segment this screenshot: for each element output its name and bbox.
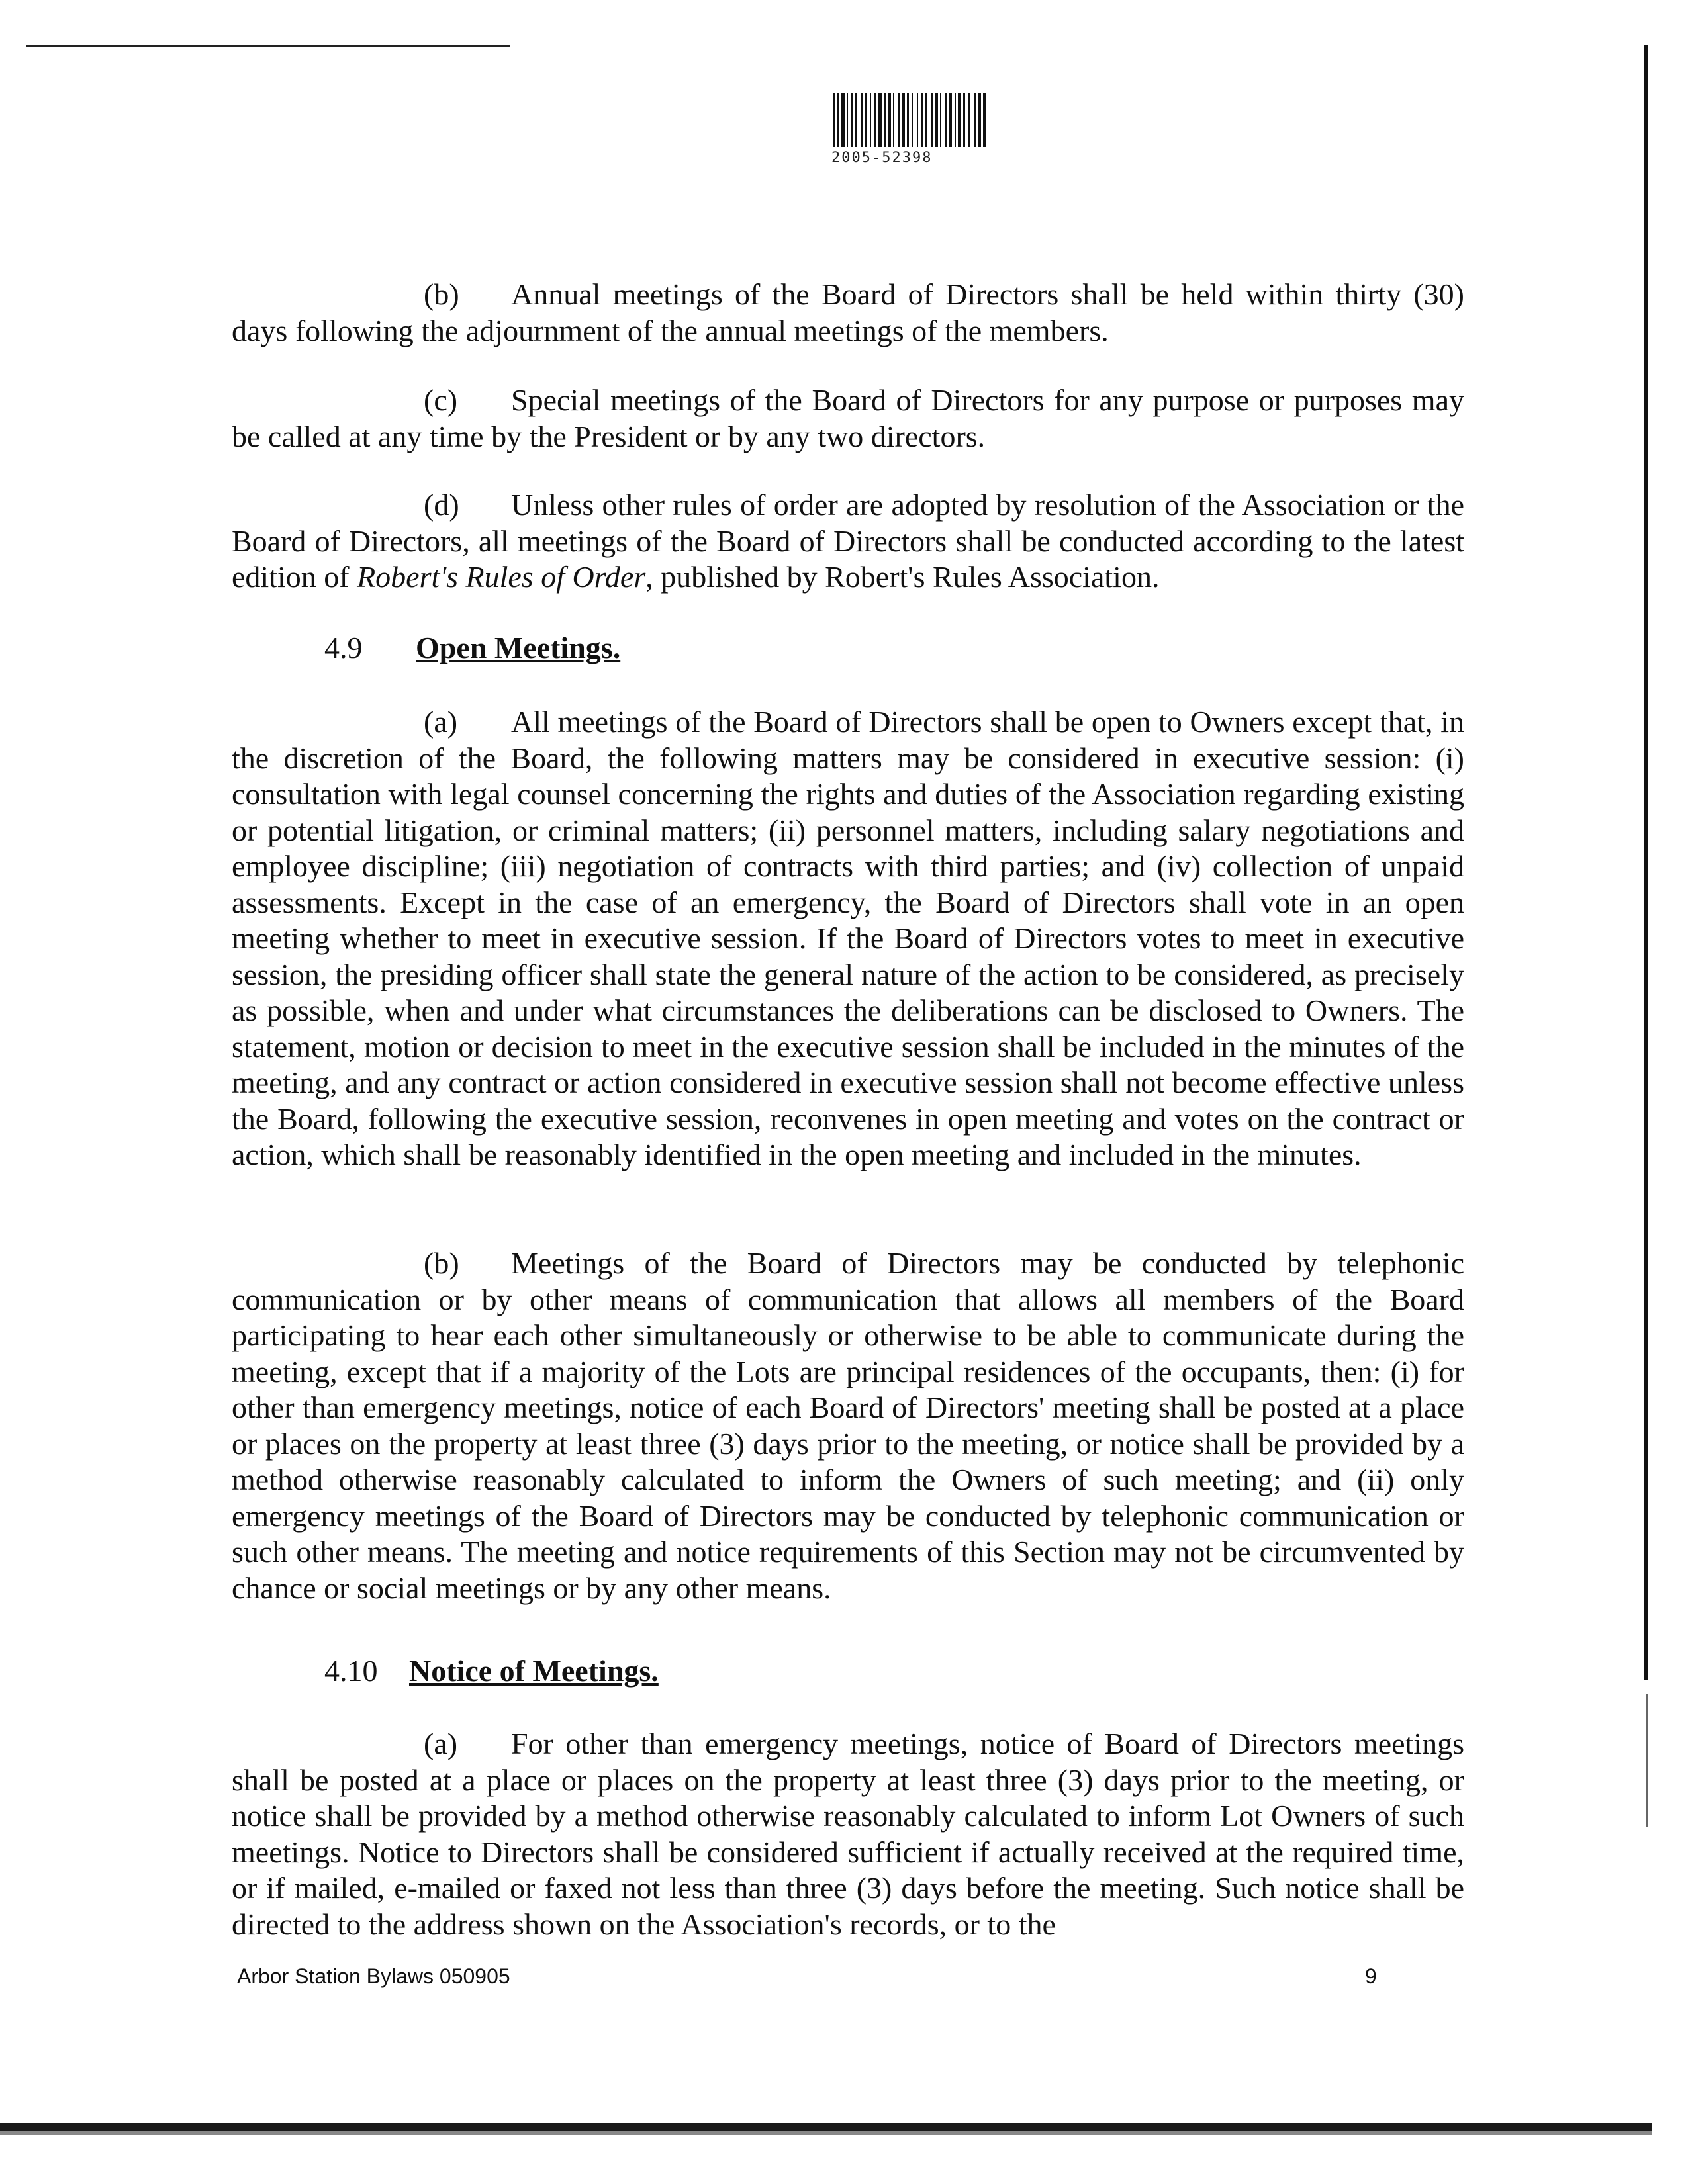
paragraph-d-rules-of-order — [232, 487, 1464, 596]
paragraph-label: (c) — [424, 383, 458, 417]
scan-border-right-lower — [1646, 1694, 1648, 1827]
section-heading-4-10 — [324, 1653, 659, 1689]
roberts-rules-title: Robert's Rules of Order — [357, 560, 646, 594]
paragraph-label: (b) — [424, 277, 459, 311]
paragraph-label: (a) — [424, 705, 458, 739]
paragraph-a-open-meetings — [232, 704, 1464, 1173]
barcode-image — [833, 93, 1119, 147]
section-title: Open Meetings. — [416, 631, 621, 664]
paragraph-text: Meetings of the Board of Directors may be conducted by telephonic communication or by other means of communication that allows all members of the Board participating to hear each other simultaneously or otherwise to be able to communicate during the meeting, except that if a majority of the Lots are principal residences of the occupants, then: (i) for other than emergency meetings, notice of each Board of Directors' meeting shall be posted at a place or places on the property at least three (3) days prior to the meeting, or notice shall be provided by a method otherwise reasonably calculated to inform the Owners of such meeting; and (ii) only emergency meetings of the Board of Directors may be conducted by telephonic communication or such other means. The meeting and notice requirements of this Section may not be circumvented by chance or social meetings or by any other means. — [232, 1246, 1464, 1605]
paragraph-label: (a) — [424, 1727, 458, 1760]
paragraph-b-annual-meetings — [232, 277, 1464, 349]
footer-document-name: Arbor Station Bylaws 050905 — [237, 1964, 510, 1988]
paragraph-b-telephonic-meetings — [232, 1246, 1464, 1606]
scan-border-bottom — [0, 2123, 1652, 2131]
scan-border-right — [1644, 45, 1648, 1680]
barcode-number: 2005-52398 — [831, 150, 933, 166]
paragraph-a-notice-of-meetings — [232, 1726, 1464, 1942]
paragraph-text-end: , published by Robert's Rules Association. — [645, 560, 1160, 594]
paragraph-text: Special meetings of the Board of Directors for any purpose or purposes may be called at any time by the President or by any two directors. — [232, 383, 1464, 453]
paragraph-text: All meetings of the Board of Directors shall be open to Owners except that, in the discretion of the Board, the following matters may be considered in executive session: (i) consultation with legal counsel concerning the rights and duties of the Association regarding existing or potential litigation, or criminal matters; (ii) personnel matters, including salary negotiations and employee discipline; (iii) negotiation of contracts with third parties; and (iv) collection of unpaid assessments. Except in the case of an emergency, the Board of Directors shall vote in an open meeting whether to meet in executive session. If the Board of Directors votes to meet in executive session, the presiding officer shall state the general nature of the action to be considered, as precisely as possible, when and under what circumstances the deliberations can be disclosed to Owners. The statement, motion or decision to meet in the executive session shall be included in the minutes of the meeting, and any contract or action considered in executive session shall not become effective unless the Board, following the executive session, reconvenes in open meeting and votes on the contract or action, which shall be reasonably identified in the open meeting and included in the minutes. — [232, 705, 1464, 1171]
scan-border-bottom-shade — [0, 2131, 1652, 2135]
paragraph-label: (b) — [424, 1246, 459, 1280]
paragraph-c-special-meetings — [232, 383, 1464, 455]
footer-page-number: 9 — [1365, 1964, 1377, 1988]
paragraph-label: (d) — [424, 488, 459, 522]
section-title: Notice of Meetings. — [409, 1654, 659, 1688]
paragraph-text: For other than emergency meetings, notice of Board of Directors meetings shall be posted at a place or places on the property at least three (3) days prior to the meeting, or notice shall be provided by a method otherwise reasonably calculated to inform Lot Owners of such meetings. Notice to Directors shall be considered sufficient if actually received at the required time, or if mailed, e-mailed or faxed not less than three (3) days before the meeting. Such notice shall be directed to the address shown on the Association's records, or to the — [232, 1727, 1464, 1941]
paragraph-text: Unless other rules of order are adopted by resolution of the Association or the Board of Directors, all meetings of the Board of Directors shall be conducted according to the latest edition of — [232, 488, 1464, 594]
section-number: 4.9 — [324, 631, 363, 664]
section-heading-4-9 — [324, 630, 620, 666]
scan-border-top — [26, 45, 510, 47]
section-number: 4.10 — [324, 1654, 378, 1688]
paragraph-text: Annual meetings of the Board of Directors shall be held within thirty (30) days following the adjournment of the annual meetings of the members. — [232, 277, 1464, 347]
